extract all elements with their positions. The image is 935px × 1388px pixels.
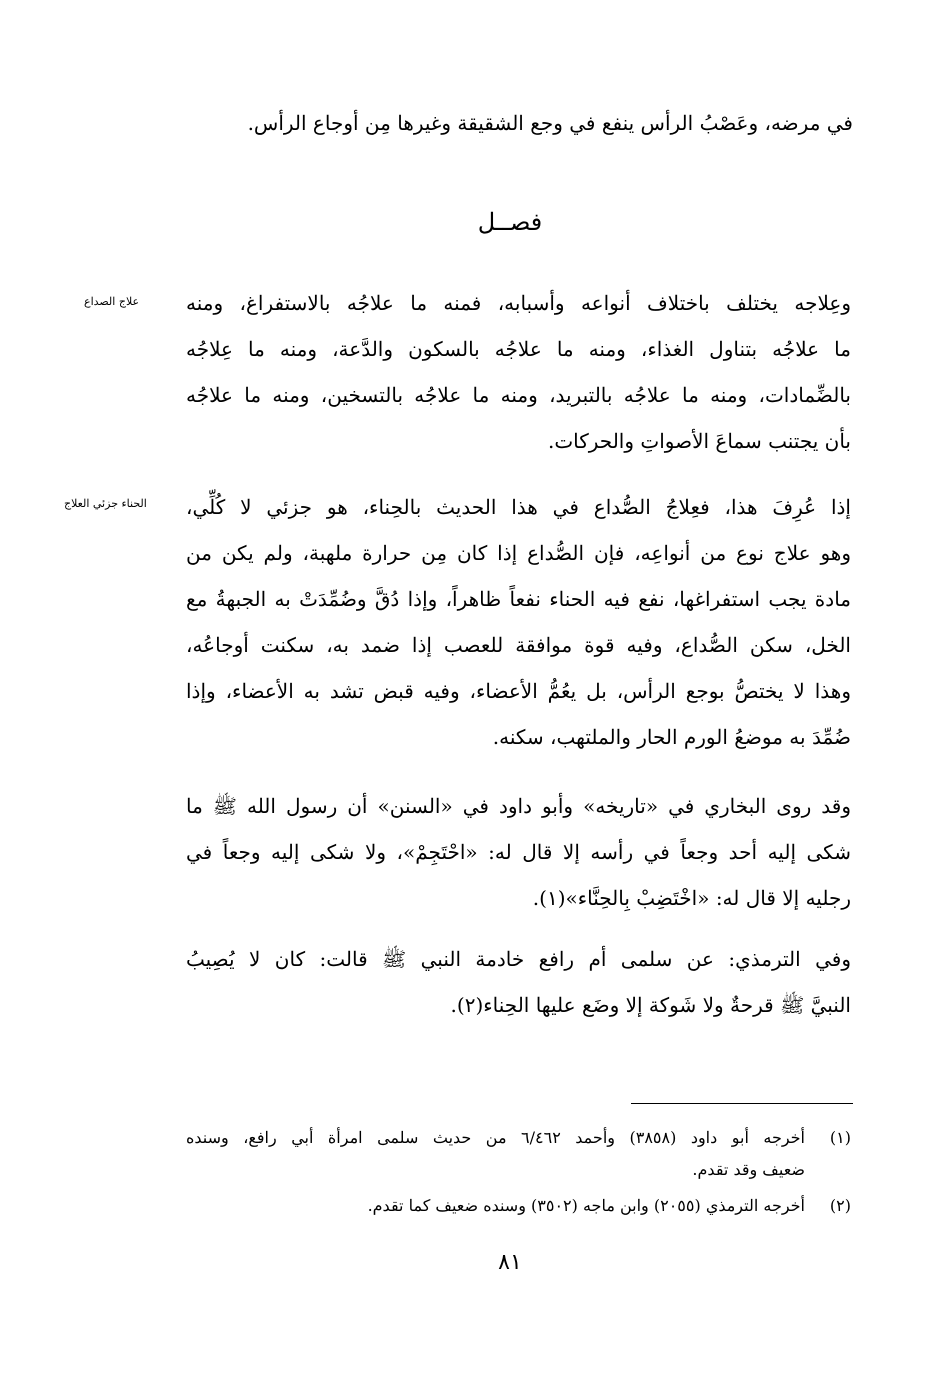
footnote-separator — [631, 1103, 853, 1104]
paragraph-3 — [186, 783, 851, 921]
footnote-2-number: (٢) — [829, 1196, 851, 1215]
p2-line-3: مادة يجب استفراغها، نفع فيه الحناء نفعاً ظاهراً، وإذا دُقَّ وضُمِّدَتْ به الجبهةُ مع — [186, 587, 851, 611]
p3-line-1: وقد روى البخاري في «تاريخه» وأبو داود في «السنن» أن رسول الله ﷺ ما — [186, 794, 851, 818]
p1-line-3: بالضِّمادات، ومنه ما علاجُه بالتبريد، ومنه ما علاجُه بالتسخين، ومنه ما علاجُه — [186, 383, 851, 407]
page-number: ٨١ — [498, 1250, 522, 1275]
p2-line-1: إذا عُرِفَ هذا، فعِلاجُ الصُّداع في هذا الحديث بالحِناء، هو جزئي لا كُلِّي، — [186, 495, 851, 519]
p1-line-2: ما علاجُه بتناول الغذاء، ومنه ما علاجُه بالسكون والدَّعة، ومنه ما عِلاجُه — [186, 337, 851, 361]
p2-line-2: وهو علاج نوع من أنواعِه، فإن الصُّداع إذا كان مِن حرارة ملهبة، ولم يكن من — [186, 541, 851, 565]
footnote-2-line-1: أخرجه الترمذي (٢٠٥٥) وابن ماجه (٣٥٠٢) وسنده ضعيف كما تقدم. — [367, 1196, 805, 1215]
top-line-text: في مرضه، وعَصْبُ الرأس ينفع في وجع الشقيقة وغيرها مِن أوجاع الرأس. — [247, 111, 853, 135]
p3-line-2: شكى إليه أحد وجعاً في رأسه إلا قال له: «احْتَجِمْ»، ولا شكى إليه وجعاً في — [186, 840, 851, 864]
footnote-1-line-2: ضعيف وقد تقدم. — [692, 1160, 805, 1179]
p4-line-2: النبيَّ ﷺ قرحةٌ ولا شَوكة إلا وضَع عليها الحِناء(٢). — [450, 993, 851, 1017]
p1-line-4: بأن يجتنب سماعَ الأصواتِ والحركات. — [547, 429, 851, 453]
margin-note-treatment: علاج الصداع — [84, 295, 140, 308]
section-heading: فصــل — [477, 208, 543, 236]
paragraph-2 — [186, 484, 851, 760]
footnote-1 — [186, 1122, 851, 1186]
p2-line-6: ضُمِّدَ به موضعُ الورم الحار والملتهب، سكنه. — [492, 725, 851, 749]
p1-line-1: وعِلاجه يختلف باختلاف أنواعه وأسبابه، فمنه ما علاجُه بالاستفراغ، ومنه — [186, 291, 851, 315]
margin-note-henna-a: العلاج — [64, 497, 90, 510]
paragraph-1 — [186, 280, 851, 464]
paragraph-4 — [186, 936, 851, 1028]
footnote-1-number: (١) — [829, 1128, 852, 1147]
top-line — [153, 100, 853, 146]
p4-line-1: وفي الترمذي: عن سلمى أم رافع خادمة النبي ﷺ قالت: كان لا يُصِيبُ — [186, 947, 851, 971]
p3-line-3: رجليه إلا قال له: «اخْتَضِبْ بِالحِنَّاء»(١). — [532, 886, 851, 910]
margin-note-henna-b: الحناء جزئي — [92, 497, 147, 510]
footnote-1-line-1: أخرجه أبو داود (٣٨٥٨) وأحمد ٦/٤٦٢ من حديث سلمى امرأة أبي رافع، وسنده — [186, 1128, 806, 1147]
p2-line-4: الخل، سكن الصُّداع، وفيه قوة موافقة للعصب إذا ضمد به، سكنت أوجاعُه، — [186, 633, 851, 657]
footnote-2 — [186, 1190, 851, 1222]
p2-line-5: وهذا لا يختصُّ بوجع الرأس، بل يعُمُّ الأعضاء، وفيه قبض تشد به الأعضاء، وإذا — [186, 679, 851, 703]
margin-note-henna — [64, 497, 147, 510]
